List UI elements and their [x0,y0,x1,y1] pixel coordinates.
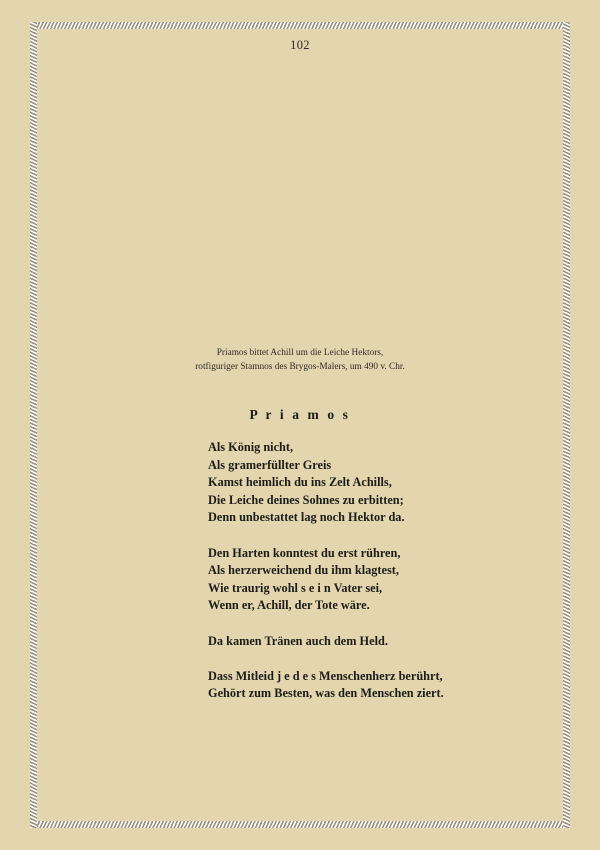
poem-title: P r i a m o s [249,407,351,422]
poem-stanza [208,633,444,651]
poem-line: Die Leiche deines Sohnes zu erbitten; [208,492,404,507]
poem-line: Als König nicht, [208,440,294,454]
poem-line: Denn unbestattet lag noch Hektor da. [208,510,405,525]
poem-stanza [208,545,444,615]
page-border-top [30,22,570,29]
caption-line: rotfiguriger Stamnos des Brygos-Malers, um 490 v. Chr. [195,362,405,372]
poem-line: Gehört zum Besten, was den Menschen ziert. [208,686,444,701]
poem-line: Kamst heimlich du ins Zelt Achills, [208,475,392,490]
poem-line: Als gramerfüllter Greis [208,457,332,472]
poem-stanza [208,439,444,527]
poem-line: Als herzerweichend du ihm klagtest, [208,563,399,578]
page-border-right [563,22,570,828]
page-border-left [30,22,37,828]
poem-line: Den Harten konntest du erst rühren, [208,545,401,560]
illustration-caption [37,346,563,374]
poem-body [208,439,444,703]
caption-line: Priamos bittet Achill um die Leiche Hektors, [216,348,384,358]
poem-line: Wenn er, Achill, der Tote wäre. [208,598,370,613]
poem-stanza [208,668,444,703]
poem-line: Dass Mitleid j e d e s Menschenherz berührt, [208,668,443,683]
poem-line: Da kamen Tränen auch dem Held. [208,633,388,648]
poem-line: Wie traurig wohl s e i n Vater sei, [208,580,383,595]
page-number: 102 [290,38,310,52]
page-content [37,29,563,821]
page-border-bottom [30,821,570,828]
